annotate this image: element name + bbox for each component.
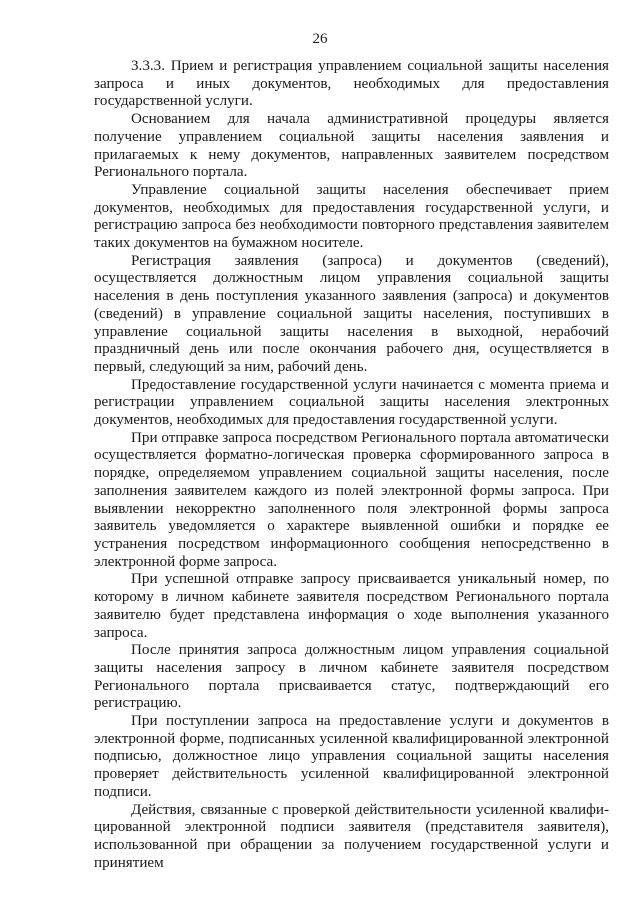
paragraph: При успешной отправке запросу присваивается уникальный номер, по которому в личном кабинете заявителя посредством Регионального портала заявителю будет представлена информация о ходе выполнения указанного запроса.	[94, 571, 609, 641]
paragraph: При поступлении запроса на предоставление услуги и документов в электронной форме, подписанных усиленной квалифицированной электронной подписью, должностное лицо управления социальной защиты населения проверяет действительность усиленной квалифицированной электронной подписи.	[94, 713, 609, 800]
paragraph: Регистрация заявления (запроса) и документов (сведений), осуществляется должностным лицом управления социальной защиты населения в день поступления указанного заявления (запроса) и документов (сведений) в управление социальной защиты населения, поступивших в управление социальной защиты населения в выходной, нерабочий праздничный день или после окончания рабочего дня, осуществляется в первый, следующий за ним, рабочий день.	[94, 252, 609, 375]
paragraph: Основанием для начала административной процедуры является получение управлением социальной защиты населения заявления и прилагаемых к нему документов, направленных заявителем посредством Регионального портала.	[94, 111, 609, 181]
document-body	[94, 58, 609, 872]
paragraph-section-heading: 3.3.3. Прием и регистрация управлением социальной защиты населения запроса и иных документов, необходимых для предоставления государственной услуги.	[94, 58, 609, 110]
paragraph: После принятия запроса должностным лицом управления социальной защиты населения запросу в личном кабинете заявителя посредством Регионального портала присваивается статус, подтверждающий его регистрацию.	[94, 642, 609, 712]
page-number: 26	[312, 31, 328, 47]
paragraph-continued: Действия, связанные с проверкой действительности усиленной квалифицированной электронной подписи заявителя (представителя заявителя), использованной при обращении за получением государственной услуги и принятием	[94, 801, 609, 871]
paragraph: Управление социальной защиты населения обеспечивает прием документов, необходимых для предоставления государственной услуги, и регистрацию запроса без необходимости повторного представления заявителем таких документов на бумажном носителе.	[94, 181, 609, 252]
paragraph: При отправке запроса посредством Регионального портала автоматически осуществляется форматно-логическая проверка сформированного запроса в порядке, определяемом управлением социальной защиты населения, после заполнения заявителем каждого из полей электронной формы запроса. При выявлении некорректно заполненного поля электронной формы запроса заявитель уведомляется о характере выявленной ошибки и порядке ее устранения посредством информационного сообщения непосредственно в электронной форме запроса.	[94, 429, 609, 570]
paragraph: Предоставление государственной услуги начинается с момента приема и регистрации управлением социальной защиты населения электронных документов, необходимых для предоставления государственной услуги.	[94, 376, 609, 429]
